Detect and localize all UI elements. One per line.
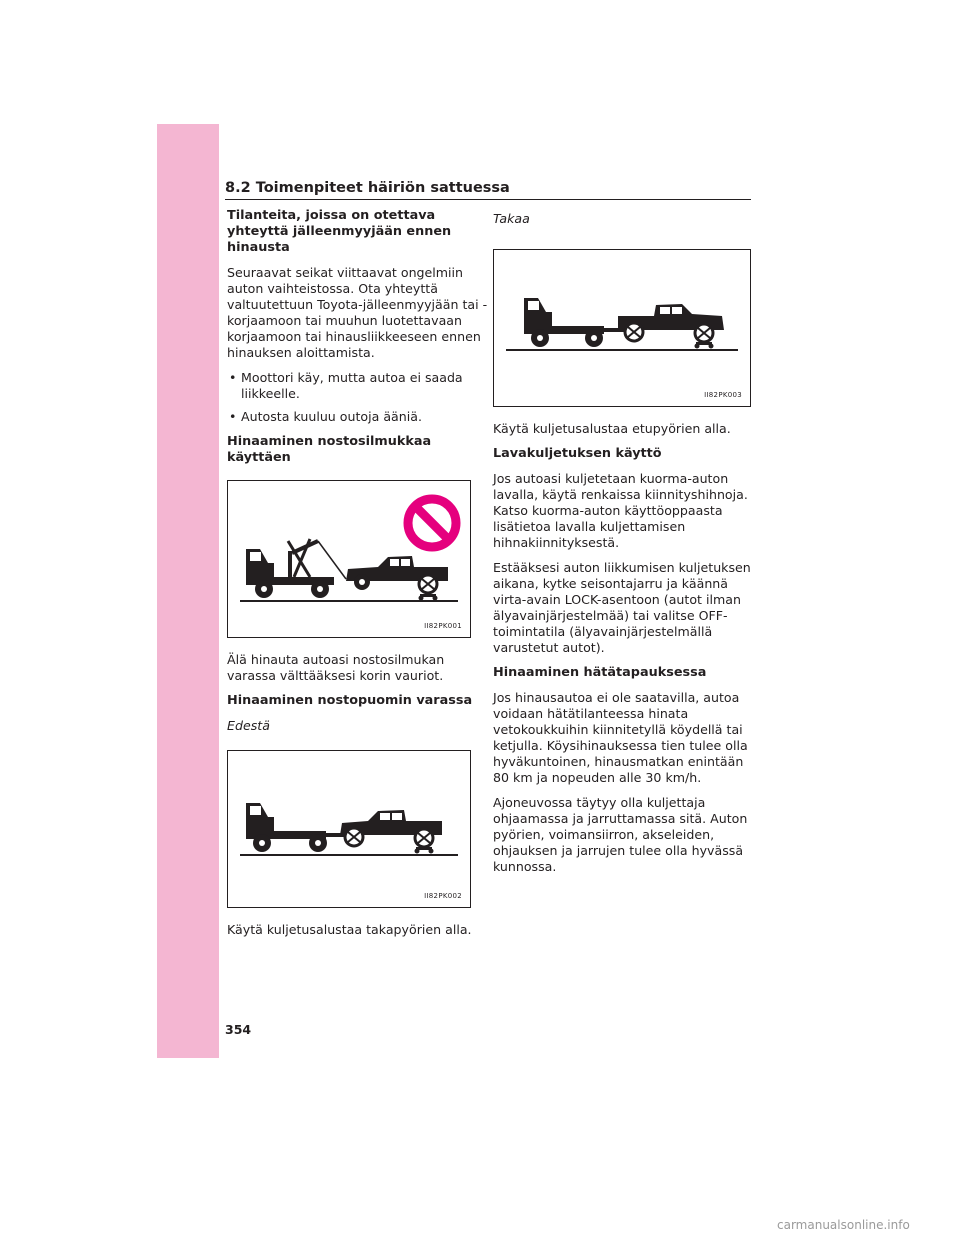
- figure-wheel-lift-rear: [493, 249, 751, 407]
- page-number: 354: [225, 1022, 252, 1037]
- figure-sling-tow-prohibited: [227, 480, 471, 638]
- sling-tow-illustration: [228, 481, 470, 637]
- figure-code: II82PK001: [424, 622, 462, 630]
- figure-code: II82PK003: [704, 391, 742, 399]
- subheading-from-front: Edestä: [227, 718, 270, 733]
- heading-contact-dealer: Tilanteita, joissa on otettava yhteyttä jälleenmyyjään ennen hinausta: [227, 208, 452, 255]
- chapter-sidebar-tab: [157, 124, 219, 1058]
- prohibition-icon: [408, 499, 456, 547]
- paragraph-tie-down-straps: Jos autoasi kuljetetaan kuorma-auton lavalla, käytä renkaissa kiinnityshihnoja. Katso kuorma-auton käyttöoppaasta lisätietoa lavalla kuljettamisen hihnakiinnityksestä.: [493, 471, 748, 550]
- list-item: • Moottori käy, mutta autoa ei saada liikkeelle.: [227, 370, 489, 402]
- list-item: • Autosta kuuluu outoja ääniä.: [227, 409, 489, 425]
- paragraph-emergency-rope: Jos hinausautoa ei ole saatavilla, autoa voidaan hätätilanteessa hinata vetokoukkuihin kiinnitetyllä köydellä tai ketjulla. Köysihinauksessa tien tulee olla hyväkuntoinen, hinausmatkan enintään 80 km ja nopeuden alle 30 km/h.: [493, 690, 748, 785]
- figure-wheel-lift-front: [227, 750, 471, 908]
- heading-wheel-lift: Hinaaminen nostopuomin varassa: [227, 693, 473, 708]
- rear-tow-illustration: [494, 250, 750, 406]
- paragraph-driver-required: Ajoneuvossa täytyy olla kuljettaja ohjaamassa ja jarruttamassa sitä. Auton pyörien, voimansiirron, akseleiden, ohjauksen ja jarrujen tulee olla hyvässä kunnossa.: [493, 795, 748, 874]
- paragraph-prevent-movement: Estääksesi auton liikkumisen kuljetuksen aikana, kytke seisontajarru ja käännä virta-avain LOCK-asentoon (autot ilman älyavainjärjestelmää) tai valitse OFF-toimintatila (älyavainjärjestelmällä varustetut autot).: [493, 560, 751, 655]
- header-rule: [225, 199, 751, 200]
- subheading-from-rear: Takaa: [493, 211, 530, 226]
- heading-sling-towing: Hinaaminen nostosilmukkaa käyttäen: [227, 434, 432, 465]
- symptom-list: [227, 370, 489, 425]
- paragraph-sling-warning: Älä hinauta autoasi nostosilmukan varassa välttääksesi korin vauriot.: [227, 652, 445, 683]
- left-column: [227, 208, 489, 947]
- paragraph-front-dolly: Käytä kuljetusalustaa etupyörien alla.: [493, 421, 731, 436]
- front-tow-illustration: [228, 751, 470, 907]
- right-column: [493, 211, 755, 884]
- figure-code: II82PK002: [424, 892, 462, 900]
- paragraph-transmission-issues: Seuraavat seikat viittaavat ongelmiin auton vaihteistossa. Ota yhteyttä valtuutettuun Toyota-jälleenmyyjään tai -korjaamoon tai muuhun luotettavaan korjaamoon tai hinausliikkeeseen ennen hinauksen aloittamista.: [227, 265, 488, 360]
- section-header: 8.2 Toimenpiteet häiriön sattuessa: [225, 180, 510, 196]
- heading-flatbed: Lavakuljetuksen käyttö: [493, 446, 662, 461]
- paragraph-rear-dolly: Käytä kuljetusalustaa takapyörien alla.: [227, 922, 472, 937]
- watermark-logo: carmanualsonline.info: [777, 1218, 910, 1232]
- heading-emergency-towing: Hinaaminen hätätapauksessa: [493, 665, 707, 680]
